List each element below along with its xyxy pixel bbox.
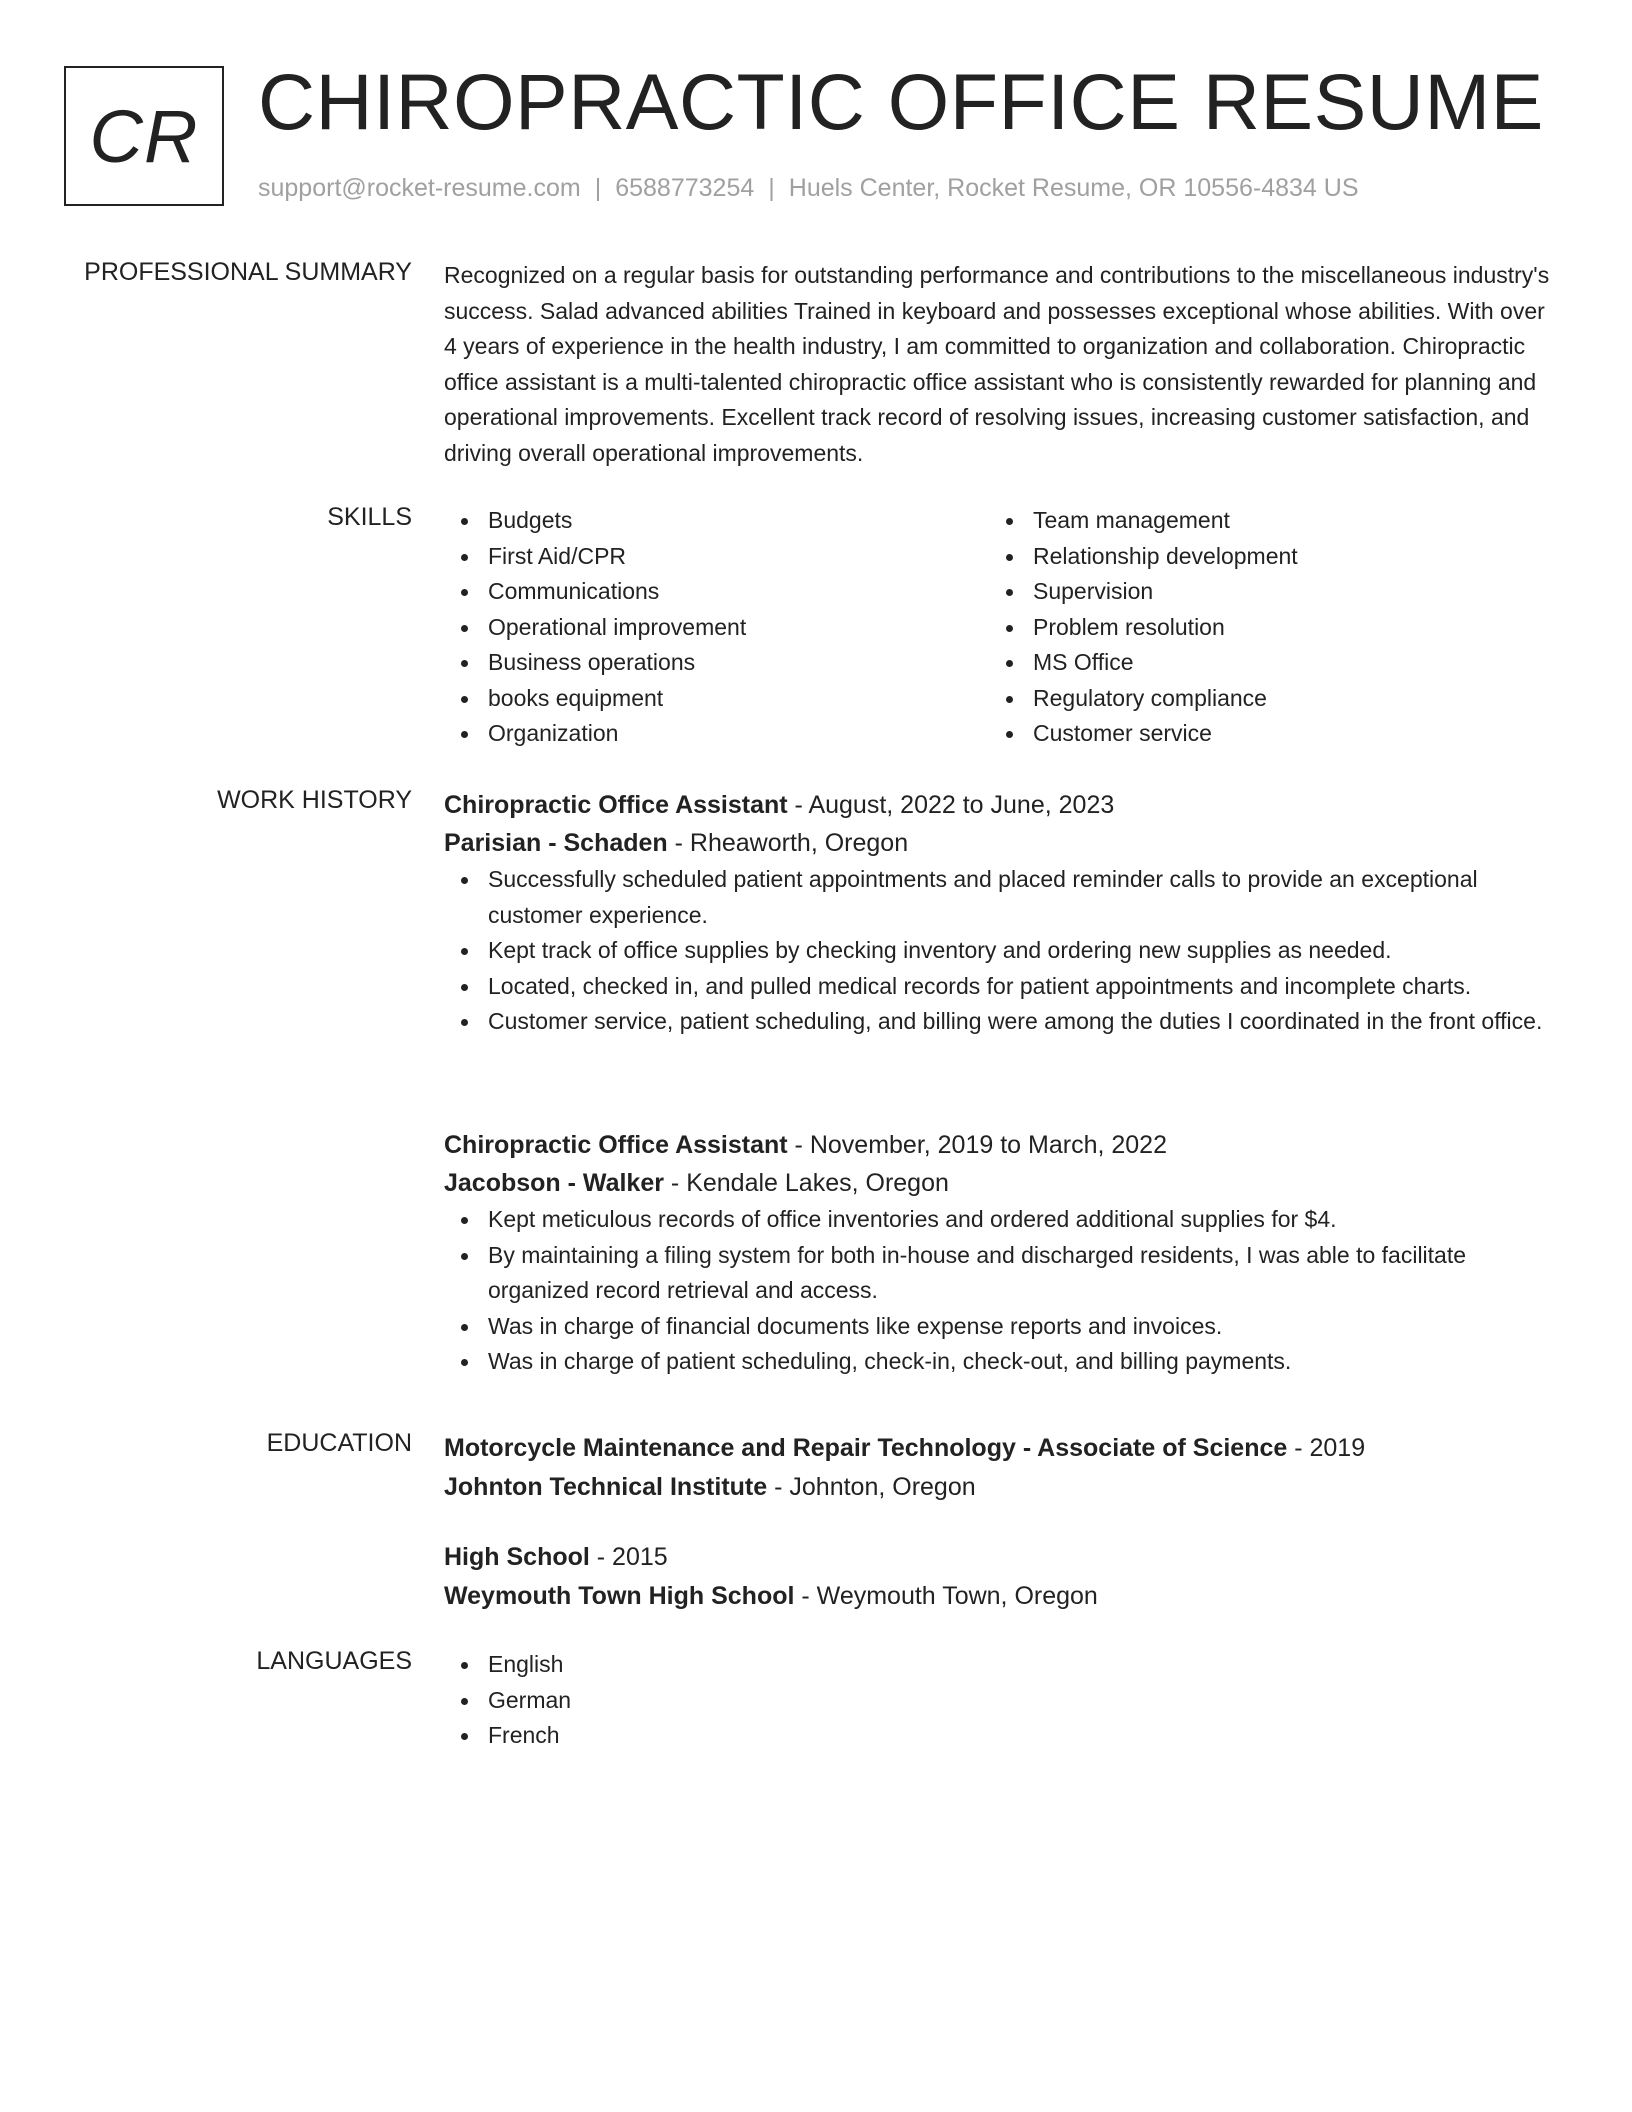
job-company-line [444, 824, 1560, 862]
skill-item: MS Office [1033, 645, 1534, 681]
summary-text: Recognized on a regular basis for outstanding performance and contributions to the miscellaneous industry's success. Salad advanced abilities Trained in keyboard and possesses exceptional whose abilities. With over 4 years of experience in the health industry, I am committed to organization and collaboration. Chiropractic office assistant is a multi-talented chiropractic office assistant who is consistently rewarded for planning and operational improvements. Excellent track record of resolving issues, increasing customer satisfaction, and driving overall operational improvements. [444, 262, 1550, 466]
job-duties-list [444, 862, 1560, 1040]
contact-separator: | [594, 174, 602, 202]
job-company: Jacobson - Walker [444, 1169, 664, 1197]
skill-item: Relationship development [1033, 539, 1534, 575]
skill-item: Supervision [1033, 574, 1534, 610]
education-degree: High School [444, 1543, 590, 1571]
education-degree-line [444, 1538, 1098, 1577]
contact-address: Huels Center, Rocket Resume, OR 10556-4834 US [788, 174, 1359, 202]
monogram-initials: CR [89, 94, 199, 178]
job-dates: - November, 2019 to March, 2022 [787, 1131, 1167, 1159]
education-school: Weymouth Town High School [444, 1582, 795, 1610]
skills-column-right [989, 503, 1534, 752]
language-item: French [488, 1718, 1560, 1754]
job-duty: By maintaining a filing system for both in-house and discharged residents, I was able to facilitate organized record retrieval and access. [488, 1238, 1560, 1309]
section-label-skills: SKILLS [327, 503, 412, 531]
job-duty: Was in charge of financial documents like expense reports and invoices. [488, 1309, 1560, 1345]
skill-item: books equipment [488, 681, 989, 717]
job-title: Chiropractic Office Assistant [444, 791, 788, 819]
education-school-line [444, 1468, 1560, 1507]
languages-body [444, 1647, 1560, 1754]
job-duty: Kept track of office supplies by checking inventory and ordering new supplies as needed. [488, 933, 1560, 969]
skills-list-left [444, 503, 989, 752]
summary-body [444, 258, 1560, 471]
skill-item: Regulatory compliance [1033, 681, 1534, 717]
job-title: Chiropractic Office Assistant [444, 1131, 788, 1159]
section-label-work-history: WORK HISTORY [217, 786, 412, 814]
skills-list-right [989, 503, 1534, 752]
monogram-logo [64, 66, 224, 206]
skill-item: Customer service [1033, 716, 1534, 752]
education-entry [444, 1429, 1560, 1507]
education-location: - Weymouth Town, Oregon [794, 1582, 1098, 1610]
contact-line [258, 174, 1359, 203]
job-entry [444, 786, 1560, 1040]
education-degree: Motorcycle Maintenance and Repair Technology - Associate of Science [444, 1434, 1288, 1462]
job-duty: Located, checked in, and pulled medical records for patient appointments and incomplete charts. [488, 969, 1560, 1005]
contact-separator: | [768, 174, 775, 202]
contact-email: support@rocket-resume.com [258, 174, 581, 202]
job-duty: Successfully scheduled patient appointments and placed reminder calls to provide an exceptional customer experience. [488, 862, 1560, 933]
contact-phone: 6588773254 [615, 174, 755, 202]
work-history-body [444, 786, 1560, 1374]
language-item: English [488, 1647, 1560, 1683]
skills-grid [444, 503, 1560, 752]
job-location: - Rheaworth, Oregon [667, 829, 909, 857]
skill-item: Problem resolution [1033, 610, 1534, 646]
education-school: Johnton Technical Institute [444, 1473, 768, 1501]
education-year: - 2019 [1287, 1434, 1366, 1462]
education-degree-line [444, 1429, 1560, 1468]
skills-column-left [444, 503, 989, 752]
job-title-line [444, 1126, 1560, 1164]
job-duty: Kept meticulous records of office inventories and ordered additional supplies for $4. [488, 1202, 1560, 1238]
job-duty: Was in charge of patient scheduling, check-in, check-out, and billing payments. [488, 1344, 1560, 1380]
education-entry [444, 1538, 1098, 1616]
job-company: Parisian - Schaden [444, 829, 668, 857]
education-body [444, 1429, 1560, 1610]
section-label-languages: LANGUAGES [256, 1647, 412, 1675]
skill-item: First Aid/CPR [488, 539, 989, 575]
job-company-line [444, 1164, 1560, 1202]
skill-item: Business operations [488, 645, 989, 681]
job-title-line [444, 786, 1560, 824]
resume-title: CHIROPRACTIC OFFICE RESUME [258, 57, 1544, 146]
skill-item: Budgets [488, 503, 989, 539]
language-item: German [488, 1683, 1560, 1719]
education-school-line [444, 1577, 1098, 1616]
job-entry [444, 1126, 1560, 1380]
job-dates: - August, 2022 to June, 2023 [787, 791, 1115, 819]
skill-item: Team management [1033, 503, 1534, 539]
job-location: - Kendale Lakes, Oregon [663, 1169, 949, 1197]
job-duty: Customer service, patient scheduling, and billing were among the duties I coordinated in the front office. [488, 1004, 1560, 1040]
skill-item: Operational improvement [488, 610, 989, 646]
section-label-education: EDUCATION [266, 1429, 412, 1457]
education-location: - Johnton, Oregon [767, 1473, 976, 1501]
section-label-summary: PROFESSIONAL SUMMARY [84, 258, 412, 286]
skills-body [444, 503, 1560, 752]
languages-list [444, 1647, 1560, 1754]
skill-item: Organization [488, 716, 989, 752]
education-year: - 2015 [589, 1543, 668, 1571]
skill-item: Communications [488, 574, 989, 610]
job-duties-list [444, 1202, 1560, 1380]
